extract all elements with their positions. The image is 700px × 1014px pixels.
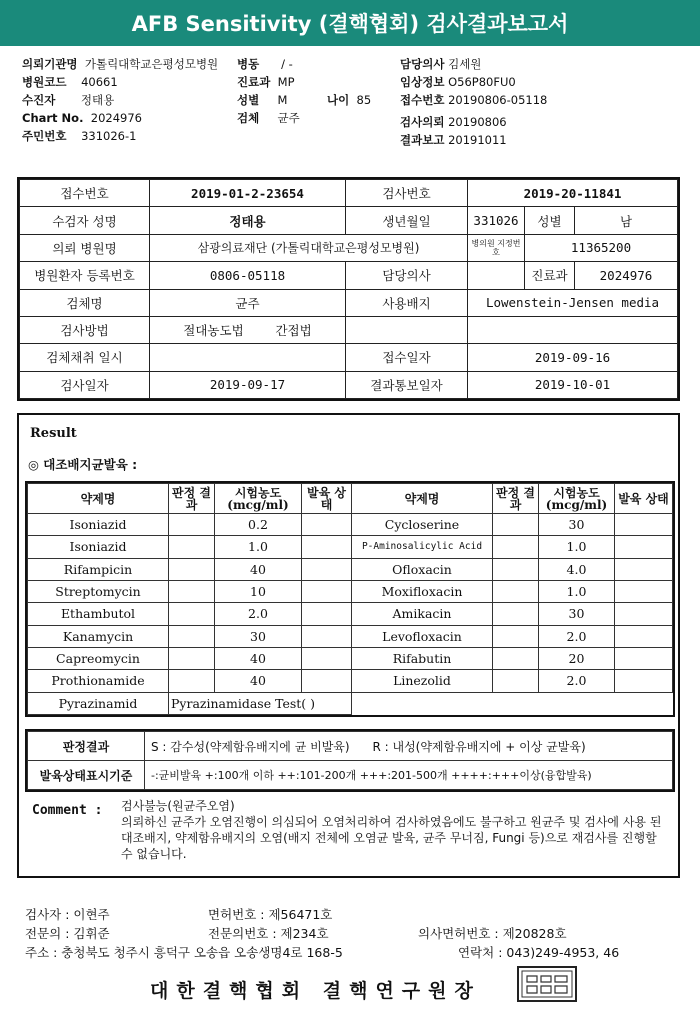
drug-name: Linezolid — [352, 670, 493, 692]
hdr-label: 검체 — [237, 111, 260, 125]
hdr-value: 2024976 — [90, 111, 142, 125]
growth-cell — [302, 514, 352, 536]
cell-label: 병원환자 등록번호 — [20, 262, 150, 289]
drug-name: Amikacin — [352, 603, 493, 625]
col-header-conc: 시험농도 (mcg/ml) — [539, 484, 615, 514]
hdr-value: M — [277, 93, 288, 107]
birth-date: 331026 — [468, 207, 525, 234]
growth-cell — [302, 647, 352, 669]
hdr-value: MP — [277, 75, 295, 89]
conc-cell: 2.0 — [539, 625, 615, 647]
growth-cell — [302, 536, 352, 558]
hdr-label: 임상정보 — [400, 75, 445, 89]
legend-r: R : 내성(약제함유배지에 + 이상 균발육) — [372, 739, 586, 754]
patient-name: 정태용 — [150, 207, 346, 234]
conc-cell: 2.0 — [215, 603, 302, 625]
cell-label: 결과통보일자 — [346, 371, 468, 398]
growth-cell — [302, 580, 352, 602]
address: 주소 : 충청북도 청주시 흥덕구 오송읍 오송생명4로 168-5 — [25, 945, 343, 960]
pza-test: Pyrazinamidase Test( ) — [169, 692, 352, 714]
growth-cell — [615, 514, 673, 536]
cell-label: 검사일자 — [20, 371, 150, 398]
growth-cell — [615, 603, 673, 625]
conc-cell: 40 — [215, 558, 302, 580]
judge-legend-text — [145, 732, 673, 761]
hdr-label: 검사의뢰 — [400, 115, 445, 129]
col-header-judge: 판정 결과 — [169, 484, 215, 514]
drug-name: Rifampicin — [28, 558, 169, 580]
drug-name: Capreomycin — [28, 647, 169, 669]
legend-table — [25, 729, 675, 792]
growth-cell — [615, 536, 673, 558]
drug-name: P-Aminosalicylic Acid — [352, 536, 493, 558]
col-header-conc: 시험농도 (mcg/ml) — [215, 484, 302, 514]
hdr-label: 결과보고 — [400, 133, 445, 147]
hdr-value: 가톨릭대학교은평성모병원 — [84, 57, 219, 71]
cell-label: 성별 — [525, 207, 575, 234]
drug-name: Pyrazinamid — [28, 692, 169, 714]
cell-label: 생년월일 — [346, 207, 468, 234]
drug-name: Rifabutin — [352, 647, 493, 669]
header-left — [22, 55, 218, 145]
test-date: 2019-09-17 — [150, 371, 346, 398]
method-absolute: 절대농도법 — [183, 323, 244, 339]
hdr-label: 주민번호 — [22, 129, 67, 143]
judge-cell — [169, 580, 215, 602]
conc-cell: 40 — [215, 647, 302, 669]
col-header-judge: 판정 결과 — [493, 484, 539, 514]
method-indirect: 간접법 — [275, 323, 312, 339]
dept-value: 2024976 — [575, 262, 678, 289]
empty-cell — [352, 692, 673, 714]
drug-sensitivity-table — [25, 481, 675, 717]
conc-cell: 1.0 — [539, 580, 615, 602]
reception-number: 2019-01-2-23654 — [150, 180, 346, 207]
cell-label: 진료과 — [525, 262, 575, 289]
header-mid — [237, 55, 300, 127]
hdr-value: 김세원 — [448, 57, 482, 71]
hdr-label: 진료과 — [237, 75, 271, 89]
comment-text — [121, 798, 671, 862]
report-title: AFB Sensitivity (결핵협회) 검사결과보고서 — [131, 12, 569, 36]
drug-name: Ofloxacin — [352, 558, 493, 580]
license-number: 면허번호 : 제56471호 — [208, 907, 333, 922]
drug-name: Prothionamide — [28, 670, 169, 692]
drug-name: Cycloserine — [352, 514, 493, 536]
conc-cell: 30 — [215, 625, 302, 647]
empty-cell — [346, 316, 468, 343]
drug-name: Kanamycin — [28, 625, 169, 647]
hospital-number: 11365200 — [525, 234, 678, 261]
cell-label: 담당의사 — [346, 262, 468, 289]
hdr-value: 40661 — [81, 75, 118, 89]
conc-cell: 30 — [539, 603, 615, 625]
growth-cell — [615, 625, 673, 647]
judge-cell — [493, 647, 539, 669]
growth-cell — [615, 647, 673, 669]
hdr-value: 20190806-05118 — [448, 93, 548, 107]
judge-cell — [169, 536, 215, 558]
organization-name: 대한결핵협회 결핵연구원장 — [150, 980, 481, 1002]
growth-cell — [302, 670, 352, 692]
judge-cell — [169, 647, 215, 669]
hdr-value: 균주 — [277, 111, 300, 125]
growth-cell — [615, 670, 673, 692]
conc-cell: 10 — [215, 580, 302, 602]
hdr-value: 20190806 — [448, 115, 507, 129]
comment-line-2: 의뢰하신 균주가 오염진행이 의심되어 오염처리하여 검사하였음에도 불구하고 원균주 및 검사에 사용 된 대조배지, 약제함유배지의 오염(배지 전체에 오염균 발육, 균주 무너짐, Fungi 등)으로 재검사를 진행할 수 없습니다. — [121, 815, 662, 861]
cell-label: 사용배지 — [346, 289, 468, 316]
conc-cell: 1.0 — [215, 536, 302, 558]
drug-name: Isoniazid — [28, 514, 169, 536]
hdr-label: 담당의사 — [400, 57, 445, 71]
conc-cell: 40 — [215, 670, 302, 692]
judge-cell — [493, 536, 539, 558]
specialist: 전문의 : 김휘준 — [25, 926, 110, 941]
official-seal — [517, 966, 577, 1002]
doctor-license-number: 의사면허번호 : 제20828호 — [418, 926, 567, 941]
seal-pattern-icon — [519, 968, 575, 1000]
col-header-growth: 발육 상태 — [615, 484, 673, 514]
cell-label: 검사번호 — [346, 180, 468, 207]
hdr-label: 수진자 — [22, 93, 56, 107]
collect-value — [150, 344, 346, 371]
received-date: 2019-09-16 — [468, 344, 678, 371]
hdr-label: 성별 — [237, 93, 260, 107]
growth-cell — [615, 580, 673, 602]
method-value — [150, 316, 346, 343]
judge-cell — [493, 558, 539, 580]
registration-number: 0806-05118 — [150, 262, 346, 289]
hospital-name: 삼광의료재단 (가톨릭대학교은평성모병원) — [150, 234, 468, 261]
growth-legend-text: -:균비발육 +:100개 이하 ++:101-200개 +++:201-500개 ++++:+++이상(융합발육) — [145, 761, 673, 790]
hdr-label: 나이 — [327, 93, 350, 107]
cell-label: 검체채취 일시 — [20, 344, 150, 371]
conc-cell: 0.2 — [215, 514, 302, 536]
growth-cell — [615, 558, 673, 580]
judge-cell — [493, 670, 539, 692]
cell-label: 병의원 지정번호 — [468, 234, 525, 261]
drug-name: Levofloxacin — [352, 625, 493, 647]
hdr-label: 병동 — [237, 57, 260, 71]
col-header-drug: 약제명 — [28, 484, 169, 514]
conc-cell: 20 — [539, 647, 615, 669]
doctor-value — [468, 262, 525, 289]
hdr-value: 331026-1 — [81, 129, 137, 143]
patient-info-table — [17, 177, 680, 401]
judge-legend-label: 판정결과 — [28, 732, 145, 761]
comment-label: Comment : — [32, 803, 103, 818]
cell-label: 접수번호 — [20, 180, 150, 207]
conc-cell: 30 — [539, 514, 615, 536]
drug-name: Streptomycin — [28, 580, 169, 602]
growth-legend-label: 발육상태표시기준 — [28, 761, 145, 790]
cell-label: 접수일자 — [346, 344, 468, 371]
control-growth-label: ◎ 대조배지균발육 : — [28, 457, 138, 472]
header-right — [400, 55, 547, 149]
medium-value: Lowenstein-Jensen media — [468, 289, 678, 316]
cell-label: 검체명 — [20, 289, 150, 316]
judge-cell — [493, 514, 539, 536]
conc-cell: 1.0 — [539, 536, 615, 558]
examiner: 검사자 : 이현주 — [25, 907, 110, 922]
judge-cell — [169, 514, 215, 536]
header-age — [327, 91, 371, 109]
conc-cell: 4.0 — [539, 558, 615, 580]
cell-label: 검사방법 — [20, 316, 150, 343]
cell-label: 의뢰 병원명 — [20, 234, 150, 261]
drug-name: Isoniazid — [28, 536, 169, 558]
drug-name: Moxifloxacin — [352, 580, 493, 602]
notice-date: 2019-10-01 — [468, 371, 678, 398]
hdr-value: 정태용 — [80, 93, 115, 107]
growth-cell — [302, 603, 352, 625]
judge-cell — [169, 625, 215, 647]
col-header-growth: 발육 상태 — [302, 484, 352, 514]
test-number: 2019-20-11841 — [468, 180, 678, 207]
hdr-label: 의뢰기관명 — [22, 57, 78, 71]
report-title-banner — [0, 0, 700, 46]
hdr-value: 85 — [356, 93, 372, 107]
hdr-label: 접수번호 — [400, 93, 445, 107]
cell-label: 수검자 성명 — [20, 207, 150, 234]
empty-cell — [468, 316, 678, 343]
specialist-number: 전문의번호 : 제234호 — [208, 926, 329, 941]
drug-name: Ethambutol — [28, 603, 169, 625]
conc-cell: 2.0 — [539, 670, 615, 692]
sex: 남 — [575, 207, 678, 234]
judge-cell — [169, 558, 215, 580]
growth-cell — [302, 558, 352, 580]
comment-line-1: 검사불능(원균주오염) — [121, 799, 235, 813]
judge-cell — [493, 603, 539, 625]
hdr-value: O56P80FU0 — [448, 75, 516, 89]
legend-s: S : 감수성(약제함유배지에 균 비발육) — [151, 739, 350, 754]
judge-cell — [493, 580, 539, 602]
judge-cell — [169, 670, 215, 692]
specimen-value: 균주 — [150, 289, 346, 316]
phone: 연락처 : 043)249-4953, 46 — [458, 945, 620, 960]
result-title: Result — [30, 426, 77, 441]
hdr-value: / - — [281, 57, 293, 71]
judge-cell — [169, 603, 215, 625]
hdr-label: 병원코드 — [22, 75, 67, 89]
hdr-value: 20191011 — [448, 133, 507, 147]
judge-cell — [493, 625, 539, 647]
col-header-drug: 약제명 — [352, 484, 493, 514]
hdr-label: Chart No. — [22, 111, 84, 125]
growth-cell — [302, 625, 352, 647]
